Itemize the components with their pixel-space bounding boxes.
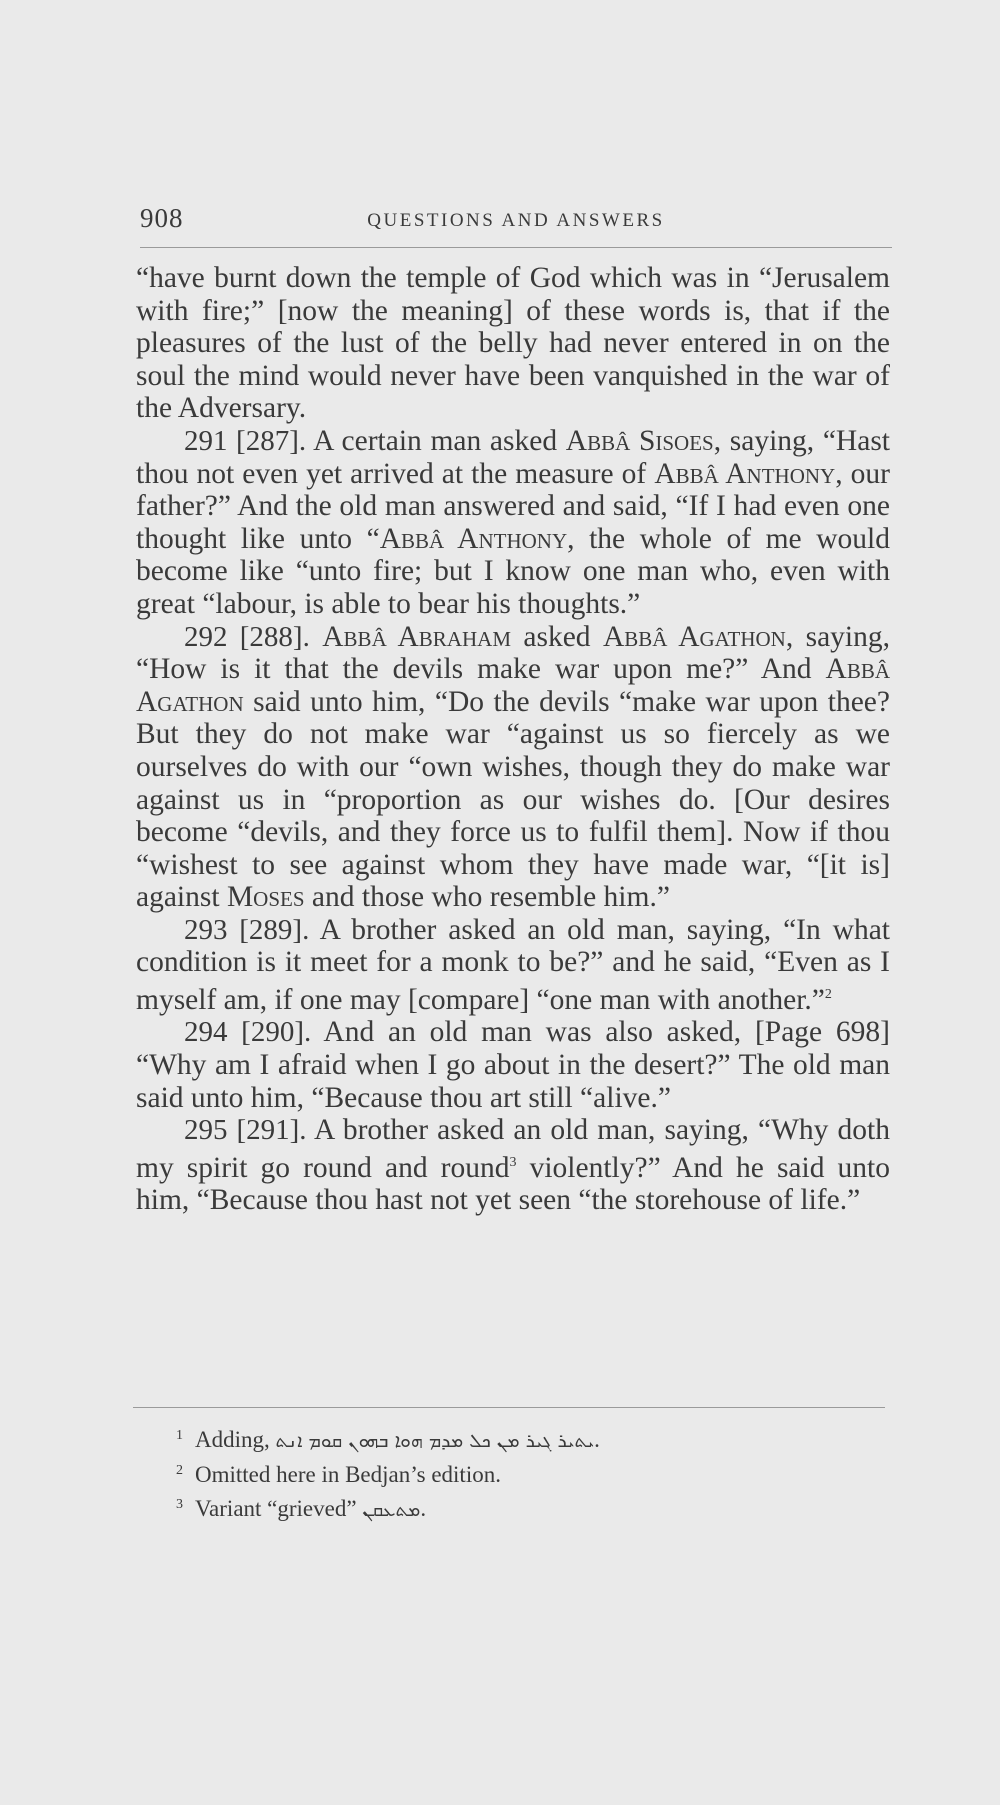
- footnote-mark: 1: [176, 1428, 183, 1443]
- footnote-reference[interactable]: 3: [509, 1154, 517, 1170]
- paragraph-text: A brother asked an old man, saying, “In what condition is it meet for a monk to be?” and he said, “Even as I myself am, if one may [compare] “one man with another.”: [136, 913, 890, 1016]
- paragraph-text: said unto him, “Do the devils “make war upon thee? But they do not make war “against us so fiercely as we ourselves do with our “own wishes, though they do make war against us in “proportion as our wishes do. [Our desires become “devils, and they force us to fulfil them]. Now if thou “wishest to see against whom they have made war, “[it is] against: [136, 685, 890, 914]
- footnote-end: .: [594, 1427, 600, 1452]
- paragraph-295: [136, 1114, 890, 1217]
- syriac-text: ܝܬܝܪ ܓܝܪ ܡܢ ܟܠ ܡܕܡ ܗܘܐ ܒܗܘܢ ܩܘܡ ܐܢܬ: [275, 1430, 595, 1452]
- person-name: Moses: [226, 881, 305, 914]
- paragraph-number: 295 [291].: [184, 1114, 307, 1147]
- paragraph-number: 292 [288].: [184, 620, 310, 653]
- footnote-mark: 2: [176, 1463, 183, 1478]
- paragraph-text: asked: [511, 620, 603, 653]
- footnotes: [176, 1421, 896, 1525]
- person-name: Abbâ Anthony: [379, 522, 568, 555]
- footnote-mark: 3: [176, 1497, 183, 1512]
- page-number: 908: [140, 203, 184, 233]
- person-name: Abbâ Abraham: [322, 620, 511, 653]
- footnote-1: [176, 1421, 896, 1456]
- person-name: Abbâ Agathon: [136, 653, 890, 718]
- footnote-text: Omitted here in Bedjan’s edition.: [195, 1462, 501, 1487]
- paragraph-continuation: [136, 262, 890, 425]
- footnote-3: [176, 1490, 896, 1525]
- main-text: [136, 262, 890, 1217]
- page-header: [140, 203, 892, 248]
- paragraph-number: 294 [290].: [184, 1016, 312, 1049]
- paragraph-292: [136, 621, 890, 914]
- paragraph-294: [136, 1016, 890, 1114]
- paragraph-text: A brother asked an old man, saying, “Why doth my spirit go round and round: [136, 1114, 890, 1184]
- paragraph-291: [136, 425, 890, 621]
- footnote-divider: [133, 1407, 885, 1408]
- paragraph-text: A certain man asked: [306, 424, 566, 457]
- paragraph-number: 291 [287].: [184, 424, 307, 457]
- person-name: Abbâ Agathon: [602, 620, 786, 653]
- paragraph-293: [136, 914, 890, 1017]
- person-name: Abbâ Sisoes: [565, 424, 714, 457]
- footnote-text: Variant “grieved”: [195, 1496, 363, 1521]
- paragraph-number: 293 [289].: [184, 913, 310, 946]
- person-name: Abbâ Anthony: [654, 457, 836, 490]
- paragraph-text: , the whole of me would become like “unto fire; but I know one man who, even with great “labour, is able to bear his thoughts.”: [136, 522, 890, 620]
- paragraph-text: “have burnt down the temple of God which was in “Jerusalem with fire;” [now the meaning] of these words is, that if the pleasures of the lust of the belly had never entered in on the soul the mind would never have been vanquished in the war of the Adversary.: [136, 262, 890, 425]
- footnote-end: .: [420, 1496, 427, 1521]
- footnote-reference[interactable]: 2: [824, 987, 832, 1003]
- footnote-text: Adding,: [195, 1427, 276, 1452]
- paragraph-text: , saying, “Hast thou not even yet arrived at the measure of: [136, 424, 890, 490]
- syriac-text: ܡܬܥܩܢ: [362, 1499, 421, 1521]
- paragraph-text: violently?” And he said unto him, “Because thou hast not yet seen “the storehouse of life.”: [136, 1151, 890, 1217]
- paragraph-text: , saying, “How is it that the devils make war upon me?” And: [136, 620, 891, 686]
- paragraph-text: and those who resemble him.”: [304, 881, 670, 914]
- running-head: QUESTIONS AND ANSWERS: [367, 210, 665, 231]
- paragraph-text: , our father?” And the old man answered and said, “If I had even one thought like unto “: [136, 457, 890, 555]
- footnote-2: [176, 1456, 896, 1490]
- paragraph-text: And an old man was also asked, [Page 698] “Why am I afraid when I go about in the desert?” The old man said unto him, “Because thou art still “alive.”: [136, 1016, 890, 1114]
